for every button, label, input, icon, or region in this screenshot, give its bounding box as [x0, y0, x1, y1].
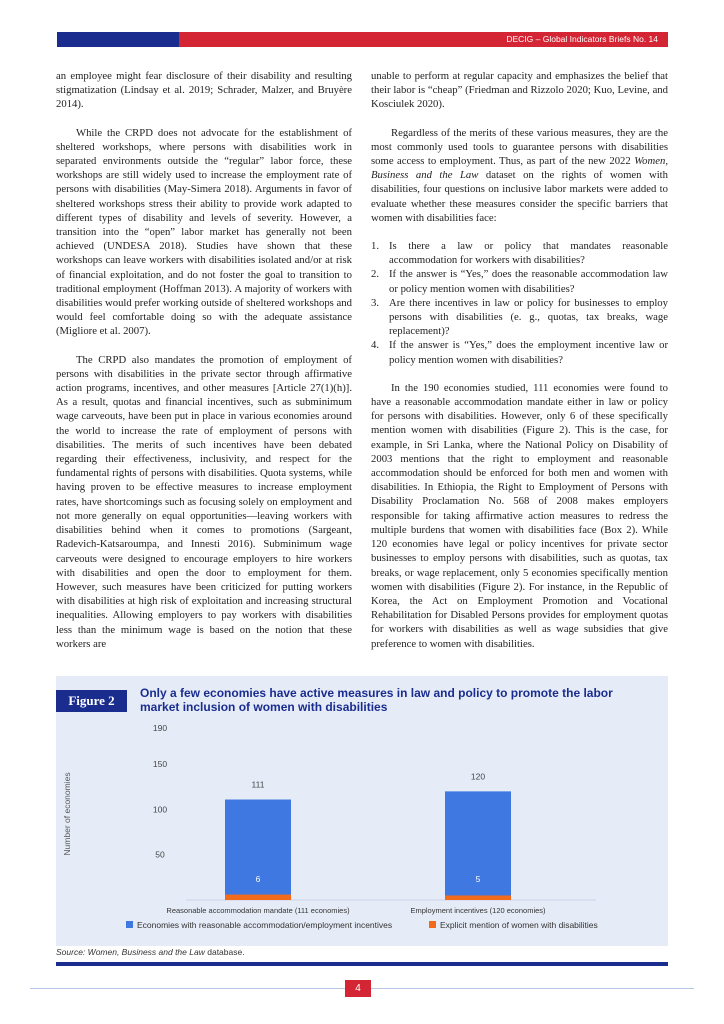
legend-label-main: Economies with reasonable accommodation/employment incentives [137, 920, 393, 930]
question-text: Are there incentives in law or policy for businesses to employ persons with disabilities (e. g., quotas, tax breaks, wage replacement)? [389, 296, 668, 338]
page-number: 4 [345, 980, 371, 997]
source-name: Women, Business and the Law [87, 947, 205, 957]
source-suffix: database. [207, 947, 245, 957]
question-text: Is there a law or policy that mandates reasonable accommodation for workers with disabilities? [389, 240, 668, 267]
left-paragraph-2: While the CRPD does not advocate for the establishment of sheltered workshops, where persons with disabilities work in separated environments outside the “regular” labor force, these workshops are still widely used to increase the employment rate of persons with disabilities (May-Simera 2018). Arguments in favor of sheltered workshops stress their ability to provide work adapted to different types of disability and levels of severity. However, a transition into the “open” labor market has generally not been achieved (UNDESA 2018). Studies have shown that these workshops can leave workers with disabilities isolated and/or at risk of financial exploitation, and do not foster the goal to transition to traditional employment (Hoffman 2013). A majority of workers with disabilities would prefer working outside of sheltered workshops and would feel comfortable doing so with the adequate assistance (Migliore et al. 2007). [56, 126, 352, 338]
p2-after: dataset on the rights of women with disabilities, four questions on inclusive labor markets were added to evaluate whether these measures consider the specific barriers that women with disabilities face: [371, 169, 668, 224]
bar-chart [56, 716, 668, 944]
y-axis-title: Number of economies [62, 772, 72, 856]
header-bar [57, 32, 668, 47]
y-tick-label: 50 [155, 849, 165, 860]
bar-women-mention [225, 895, 291, 900]
figure-label: Figure 2 [56, 690, 127, 712]
footer-bar [56, 962, 668, 966]
header-title: DECIG – Global Indicators Briefs No. 14 [179, 32, 668, 47]
left-paragraph-3: The CRPD also mandates the promotion of employment of persons with disabilities in the private sector through affirmative action programs, incentives, and other measures [Article 27(1)(h)]. As a result, quotas and financial incentives, such as subminimum wage carveouts, have been put in place in various economies around the world to increase the rate of employment of persons with disabilities. The merits of such incentives have been debated regarding their effectiveness, inclusivity, and respect for the fundamental rights of persons with disabilities. Quota systems, while having proven to be effective measures to increase employment rates, have shortcomings such as focusing solely on employment and not more generally on equal opportunities—leaving workers with disabilities behind when it comes to promotions (Sargeant, Radevich-Katsaroumpa, and Innesti 2016). Subminimum wage carveouts were designed to encourage employers to hire workers with disabilities and open the door to employment for them. However, such measures have been criticized for putting workers with disabilities at high risk of exploitation and increasing structural inequalities. Allowing employers to pay workers with disabilities less than the minimum wage is based on the notion that these workers are [56, 353, 352, 650]
y-tick-label: 100 [152, 804, 168, 815]
question-item [371, 267, 668, 295]
p2-before: Regardless of the merits of these various measures, they are the most commonly used tools to guarantee persons with disabilities some access to employment. Thus, as part of the new 2022 [371, 126, 668, 168]
question-number: 4. [371, 339, 380, 352]
segment-value-label: 5 [475, 874, 481, 884]
legend-label-women: Explicit mention of women with disabilities [440, 920, 598, 930]
bar-value-label: 111 [251, 779, 265, 790]
figure-source [56, 947, 245, 957]
legend-swatch-main [126, 921, 133, 928]
question-item [371, 239, 668, 267]
question-number: 2. [371, 268, 380, 281]
right-paragraph-3: In the 190 economies studied, 111 economies were found to have a reasonable accommodation mandate either in law or policy for persons with disabilities. However, only 6 of these specifically mention women with disabilities (Figure 2). This is the case, for example, in Sri Lanka, where the National Policy on Disability of 2003 mentions that the right to employment and reasonable accommodation should be enforced for both men and women with disabilities. In Ethiopia, the Right to Employment of Persons with Disability Proclamation No. 568 of 2008 makes employers responsible for taking affirmative action measures to redress the multiple burdens that women with disabilities face (Box 2). While 120 economies have legal or policy incentives for private sector businesses to employ persons with disabilities, such as quotas, tax breaks, or wage replacement, only 5 economies specifically mention women with disabilities (Figure 2). For instance, in the Republic of Korea, the Act on Employment Promotion and Vocational Rehabilitation for Disabled Persons provides for employment quotas for workers with disabilities as well as wage subsidies that give preference to women with disabilities. [371, 381, 668, 650]
left-paragraph-1: an employee might fear disclosure of their disability and resulting stigmatization (Lindsay et al. 2019; Schrader, Malzer, and Bruyère 2014). [56, 70, 352, 111]
question-number: 3. [371, 296, 380, 309]
bar-women-mention [445, 895, 511, 900]
question-text: If the answer is “Yes,” does the reasonable accommodation law or policy mention women with disabilities? [389, 268, 668, 295]
category-label: Employment incentives (120 economies) [410, 906, 546, 915]
right-paragraph-1: unable to perform at regular capacity and emphasizes the belief that their labor is “cheap” (Friedman and Rizzolo 2020; Kuo, Levine, and Kosciulek 2020). [371, 70, 668, 111]
question-number: 1. [371, 240, 380, 253]
question-text: If the answer is “Yes,” does the employment incentive law or policy mention women with disabilities? [389, 339, 668, 366]
question-list [371, 239, 668, 367]
y-tick-label: 150 [152, 759, 168, 770]
legend-swatch-women [429, 921, 436, 928]
right-paragraph-2 [371, 126, 668, 225]
right-column [371, 69, 668, 665]
left-column [56, 69, 352, 665]
bar-main [225, 800, 291, 900]
segment-value-label: 6 [255, 874, 261, 884]
y-tick-label: 190 [152, 723, 168, 733]
p2-dataset-name: Women, Business and the Law [371, 155, 668, 182]
header-blue-block [57, 32, 179, 47]
source-prefix: Source: [56, 947, 86, 957]
question-item [371, 338, 668, 366]
question-item [371, 296, 668, 339]
bar-value-label: 120 [470, 771, 486, 782]
category-label: Reasonable accommodation mandate (111 economies) [166, 906, 350, 915]
figure-title: Only a few economies have active measures in law and policy to promote the labor market inclusion of women with disabilities [140, 686, 613, 714]
